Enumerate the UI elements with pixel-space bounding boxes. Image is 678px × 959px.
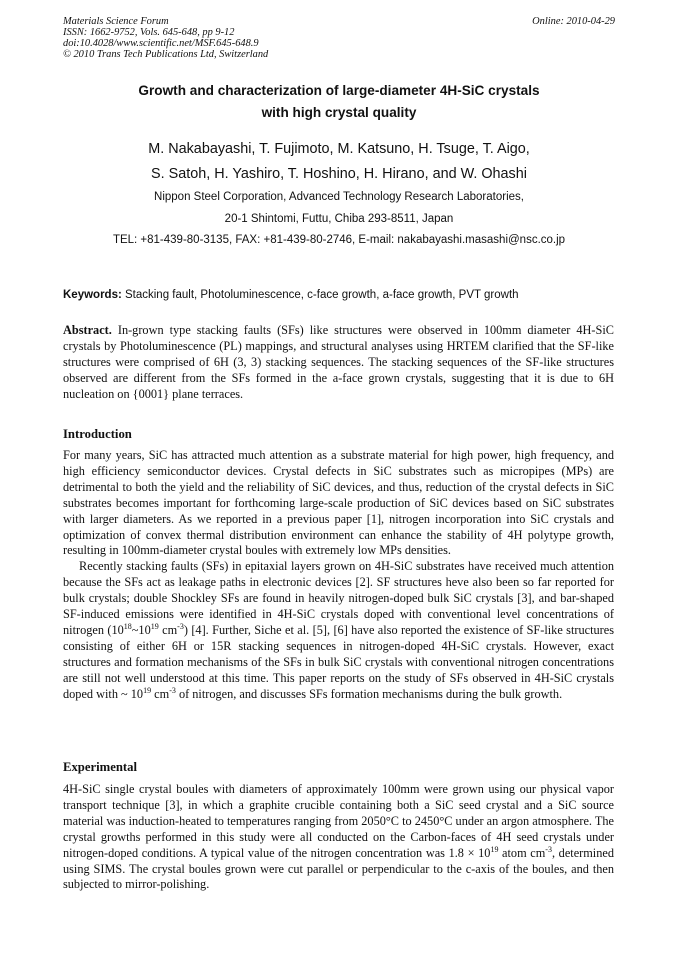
journal-header (63, 16, 268, 60)
intro-paragraph-2: Recently stacking faults (SFs) in epitaxial layers grown on 4H-SiC substrates have received much attention because the SFs act as leakage paths in electronic devices [2]. SF structures heve also been so far reported for bulk crystals; double Shockley SFs are found in heavily nitrogen-doped bulk SiC crystals [3], and bar-shaped SF-induced emissions were identified in 4H-SiC crystals doped with conventional level concentrations of nitrogen ($10^{18}\sim 10^{19}$ $cm^{-3}$) [4]. Further, Siche et al. [5], [6] have also reported the existence of SF-like structures consisting of either 6H or 15R stacking sequences in nitrogen-doped 4H-SiC crystals. However, exact structures and formation mechanisms of the SFs in bulk SiC crystals with conventional nitrogen concentrations are still not well understood at this time. This paper reports on the study of SFs observed in 4H-SiC crystals doped with ~ $10^{19}$ $cm^{-3}$ of nitrogen, and discusses SFs formation mechanisms during the bulk growth. (63, 559, 614, 701)
title-line-1: Growth and characterization of large-diameter 4H-SiC crystals (138, 83, 540, 98)
intro-paragraph-1: For many years, SiC has attracted much attention as a substrate material for high power, high frequency, and high efficiency semiconductor devices. Crystal defects in SiC substrates such as micropipes (MPs) are detrimental to both the yield and the reliability of SiC devices, and thus, reduction of the crystal defects in SiC substrates becomes important for forthcoming large-scale production of SiC devices based on SiC substrates with larger diameters. As we reported in a previous paper [1], nitrogen incorporation into SiC crystals and optimization of convex thermal distribution environment can enhance the stability of 4H polytype growth, resulting in 100mm-diameter crystal boules with extremely low MPs densities. (63, 448, 614, 558)
experimental-heading: Experimental (63, 760, 138, 774)
paper-title (0, 80, 678, 124)
abstract-label: Abstract. (63, 323, 112, 337)
journal-name: Materials Science Forum (63, 16, 169, 27)
keywords-text: Stacking fault, Photoluminescence, c-face growth, a-face growth, PVT growth (121, 289, 519, 301)
contact-line: TEL: +81-439-80-3135, FAX: +81-439-80-2746, E-mail: nakabayashi.masashi@nsc.co.jp (112, 234, 566, 246)
author-list (0, 137, 678, 187)
keywords (63, 289, 619, 301)
introduction-heading: Introduction (63, 427, 132, 441)
title-line-2: with high crystal quality (261, 105, 417, 120)
affiliation (0, 187, 678, 252)
abstract-text: In-grown type stacking faults (SFs) like structures were observed in 100mm diameter 4H-SiC crystals by Photoluminescence (PL) mappings, and structural analyses using HRTEM clarified that the SF-like structures were comprised of 6H (3, 3) stacking sequences. The stacking sequences of the SF-like structures observed are different from the SFs formed in the a-face grown crystals, suggesting that it is due to 6H nucleation on {0001} plane terraces. (63, 323, 614, 401)
experimental-body (63, 782, 614, 893)
doi: doi:10.4028/www.scientific.net/MSF.645-648.9 (63, 38, 259, 49)
affiliation-line-2: 20-1 Shintomi, Futtu, Chiba 293-8511, Japan (224, 212, 454, 225)
issn: ISSN: 1662-9752, Vols. 645-648, pp 9-12 (63, 27, 235, 38)
keywords-label: Keywords: (63, 289, 122, 301)
authors-line-1: M. Nakabayashi, T. Fujimoto, M. Katsuno, H. Tsuge, T. Aigo, (148, 141, 530, 157)
online-date: Online: 2010-04-29 (532, 16, 615, 27)
experimental-paragraph-1: 4H-SiC single crystal boules with diameters of approximately 100mm were grown using our physical vapor transport technique [3], in which a graphite crucible containing both a SiC seed crystal and a SiC source material was induction-heated to temperatures ranging from 2050°C to 2450°C under an argon atmosphere. The crystal growths performed in this study were all conducted on the Carbon-faces of 4H seed crystals under nitrogen-doped conditions. A typical value of the nitrogen concentration was $1.8 \times 10^{19}$ atom $cm^{-3}$, determined using SIMS. The crystal boules grown were cut parallel or perpendicular to the c-axis of the boules, and then subjected to mirror-polishing. (63, 782, 614, 892)
affiliation-line-1: Nippon Steel Corporation, Advanced Technology Research Laboratories, (154, 191, 524, 203)
authors-line-2: S. Satoh, H. Yashiro, T. Hoshino, H. Hirano, and W. Ohashi (151, 166, 527, 182)
introduction-body (63, 448, 614, 703)
abstract (63, 323, 614, 403)
copyright: © 2010 Trans Tech Publications Ltd, Switzerland (63, 49, 269, 60)
